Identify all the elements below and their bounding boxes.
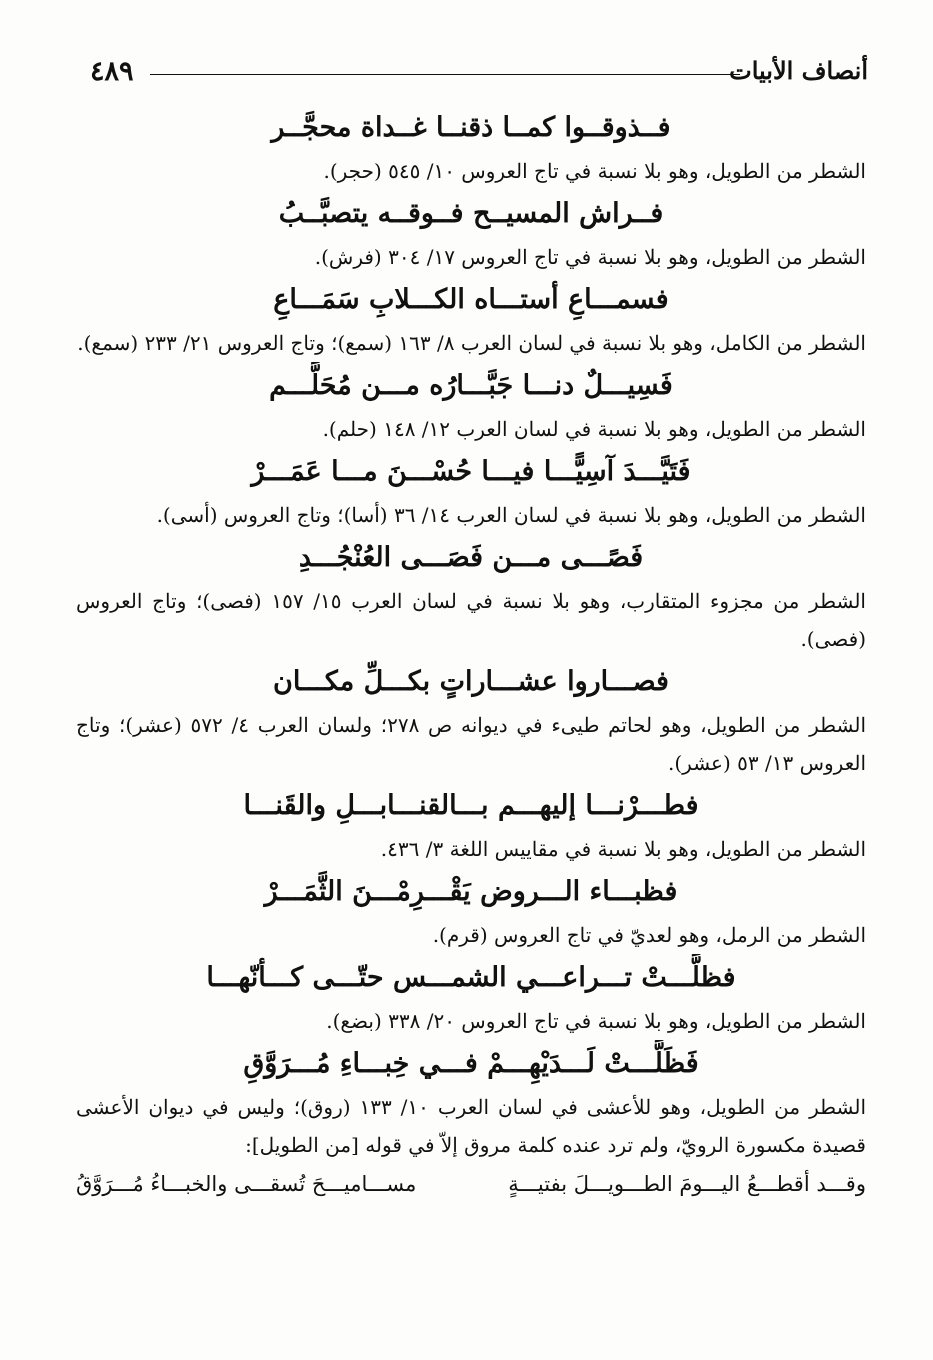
entry <box>76 658 866 782</box>
page-number: ٤٨٩ <box>90 56 134 87</box>
verse-hemistich: فسمـــاعِ أستـــاه الكـــلابِ سَمَـــاعِ <box>273 284 669 315</box>
verse-note: الشطر من الكامل، وهو بلا نسبة في لسان العرب ٨/ ١٦٣ (سمع)؛ وتاج العروس ٢١/ ٢٣٣ (سمع). <box>77 331 866 355</box>
entry <box>76 362 866 448</box>
verse-note: الشطر من مجزوء المتقارب، وهو بلا نسبة في لسان العرب ١٥/ ١٥٧ (فصى)؛ وتاج العروس (فصى). <box>76 589 866 651</box>
entry <box>76 104 866 190</box>
entry <box>76 276 866 362</box>
verse-note: الشطر من الرمل، وهو لعديّ في تاج العروس (قرم). <box>432 923 866 947</box>
verse-note: الشطر من الطويل، وهو بلا نسبة في لسان العرب ١٢/ ١٤٨ (حلم). <box>322 417 866 441</box>
entry <box>76 534 866 658</box>
entry <box>76 448 866 534</box>
verse-note: الشطر من الطويل، وهو بلا نسبة في تاج العروس ٢٠/ ٣٣٨ (بضع). <box>326 1009 866 1033</box>
verse-note: الشطر من الطويل، وهو للأعشى في لسان العرب ١٠/ ١٣٣ (روق)؛ وليس في ديوان الأعشى قصيدة مكسورة الرويّ، ولم ترد عنده كلمة مروق إلاّ في قوله [من الطويل]: <box>76 1095 866 1157</box>
verse-note: الشطر من الطويل، وهو بلا نسبة في مقاييس اللغة ٣/ ٤٣٦. <box>380 837 866 861</box>
verse-note: الشطر من الطويل، وهو بلا نسبة في تاج العروس ١٧/ ٣٠٤ (فرش). <box>314 245 866 269</box>
entry <box>76 954 866 1040</box>
running-head: أنصاف الأبيات <box>729 56 868 85</box>
entry <box>76 1040 866 1164</box>
header-rule <box>150 74 740 75</box>
verse-hemistich: فظبـــاء الـــروض يَقْـــرِمْـــنَ الثَّمَـــرْ <box>264 876 678 907</box>
entry <box>76 190 866 276</box>
verse-hemistich: فَصًـــى مـــن فَصَـــى العُنْجُـــدِ <box>298 542 644 573</box>
quoted-couplet <box>76 1164 866 1204</box>
verse-note: الشطر من الطويل، وهو لحاتم طيىء في ديوانه ص ٢٧٨؛ ولسان العرب ٤/ ٥٧٢ (عشر)؛ وتاج العروس ١٣/ ٥٣ (عشر). <box>76 713 866 775</box>
verse-hemistich: فَتَيَّـــدَ آسِيًّـــا فيـــا حُسْـــنَ مـــا عَمَـــرْ <box>251 456 691 487</box>
couplet-second-hemistich: مســـاميـــحَ تُسقـــى والخبـــاءُ مُـــرَوَّقُ <box>76 1172 417 1196</box>
page-header <box>90 56 868 92</box>
verse-note: الشطر من الطويل، وهو بلا نسبة في لسان العرب ١٤/ ٣٦ (أسا)؛ وتاج العروس (أسى). <box>156 503 866 527</box>
verse-hemistich: فظلَّـــتْ تـــراعـــي الشمـــس حتّـــى كـــأنّهـــا <box>206 962 736 993</box>
verse-hemistich: فطـــرْنـــا إليهـــم بـــالقنـــابـــلِ والقَنـــا <box>243 790 699 821</box>
verse-note: الشطر من الطويل، وهو بلا نسبة في تاج العروس ١٠/ ٥٤٥ (حجر). <box>323 159 866 183</box>
verse-hemistich: فــذوقــوا كمــا ذقنــا غــداة محجَّــر <box>271 112 671 143</box>
verse-hemistich: فصـــاروا عشـــاراتٍ بكـــلِّ مكـــان <box>273 666 669 697</box>
entry <box>76 782 866 868</box>
verse-hemistich: فَظَلَّـــتْ لَـــدَيْهِـــمْ فـــي خِبـــاءِ مُـــرَوَّقِ <box>243 1048 699 1079</box>
page-content <box>76 104 866 1204</box>
verse-hemistich: فــراش المسيــح فــوقــه يتصبَّــبُ <box>278 198 664 229</box>
verse-hemistich: فَسِيـــلٌ دنـــا جَبَّـــارُه مـــن مُحَلَّـــم <box>269 370 673 401</box>
couplet-first-hemistich: وقـــد أقطـــعُ اليـــومَ الطـــويـــلَ بفتيـــةٍ <box>508 1172 866 1196</box>
entry <box>76 868 866 954</box>
